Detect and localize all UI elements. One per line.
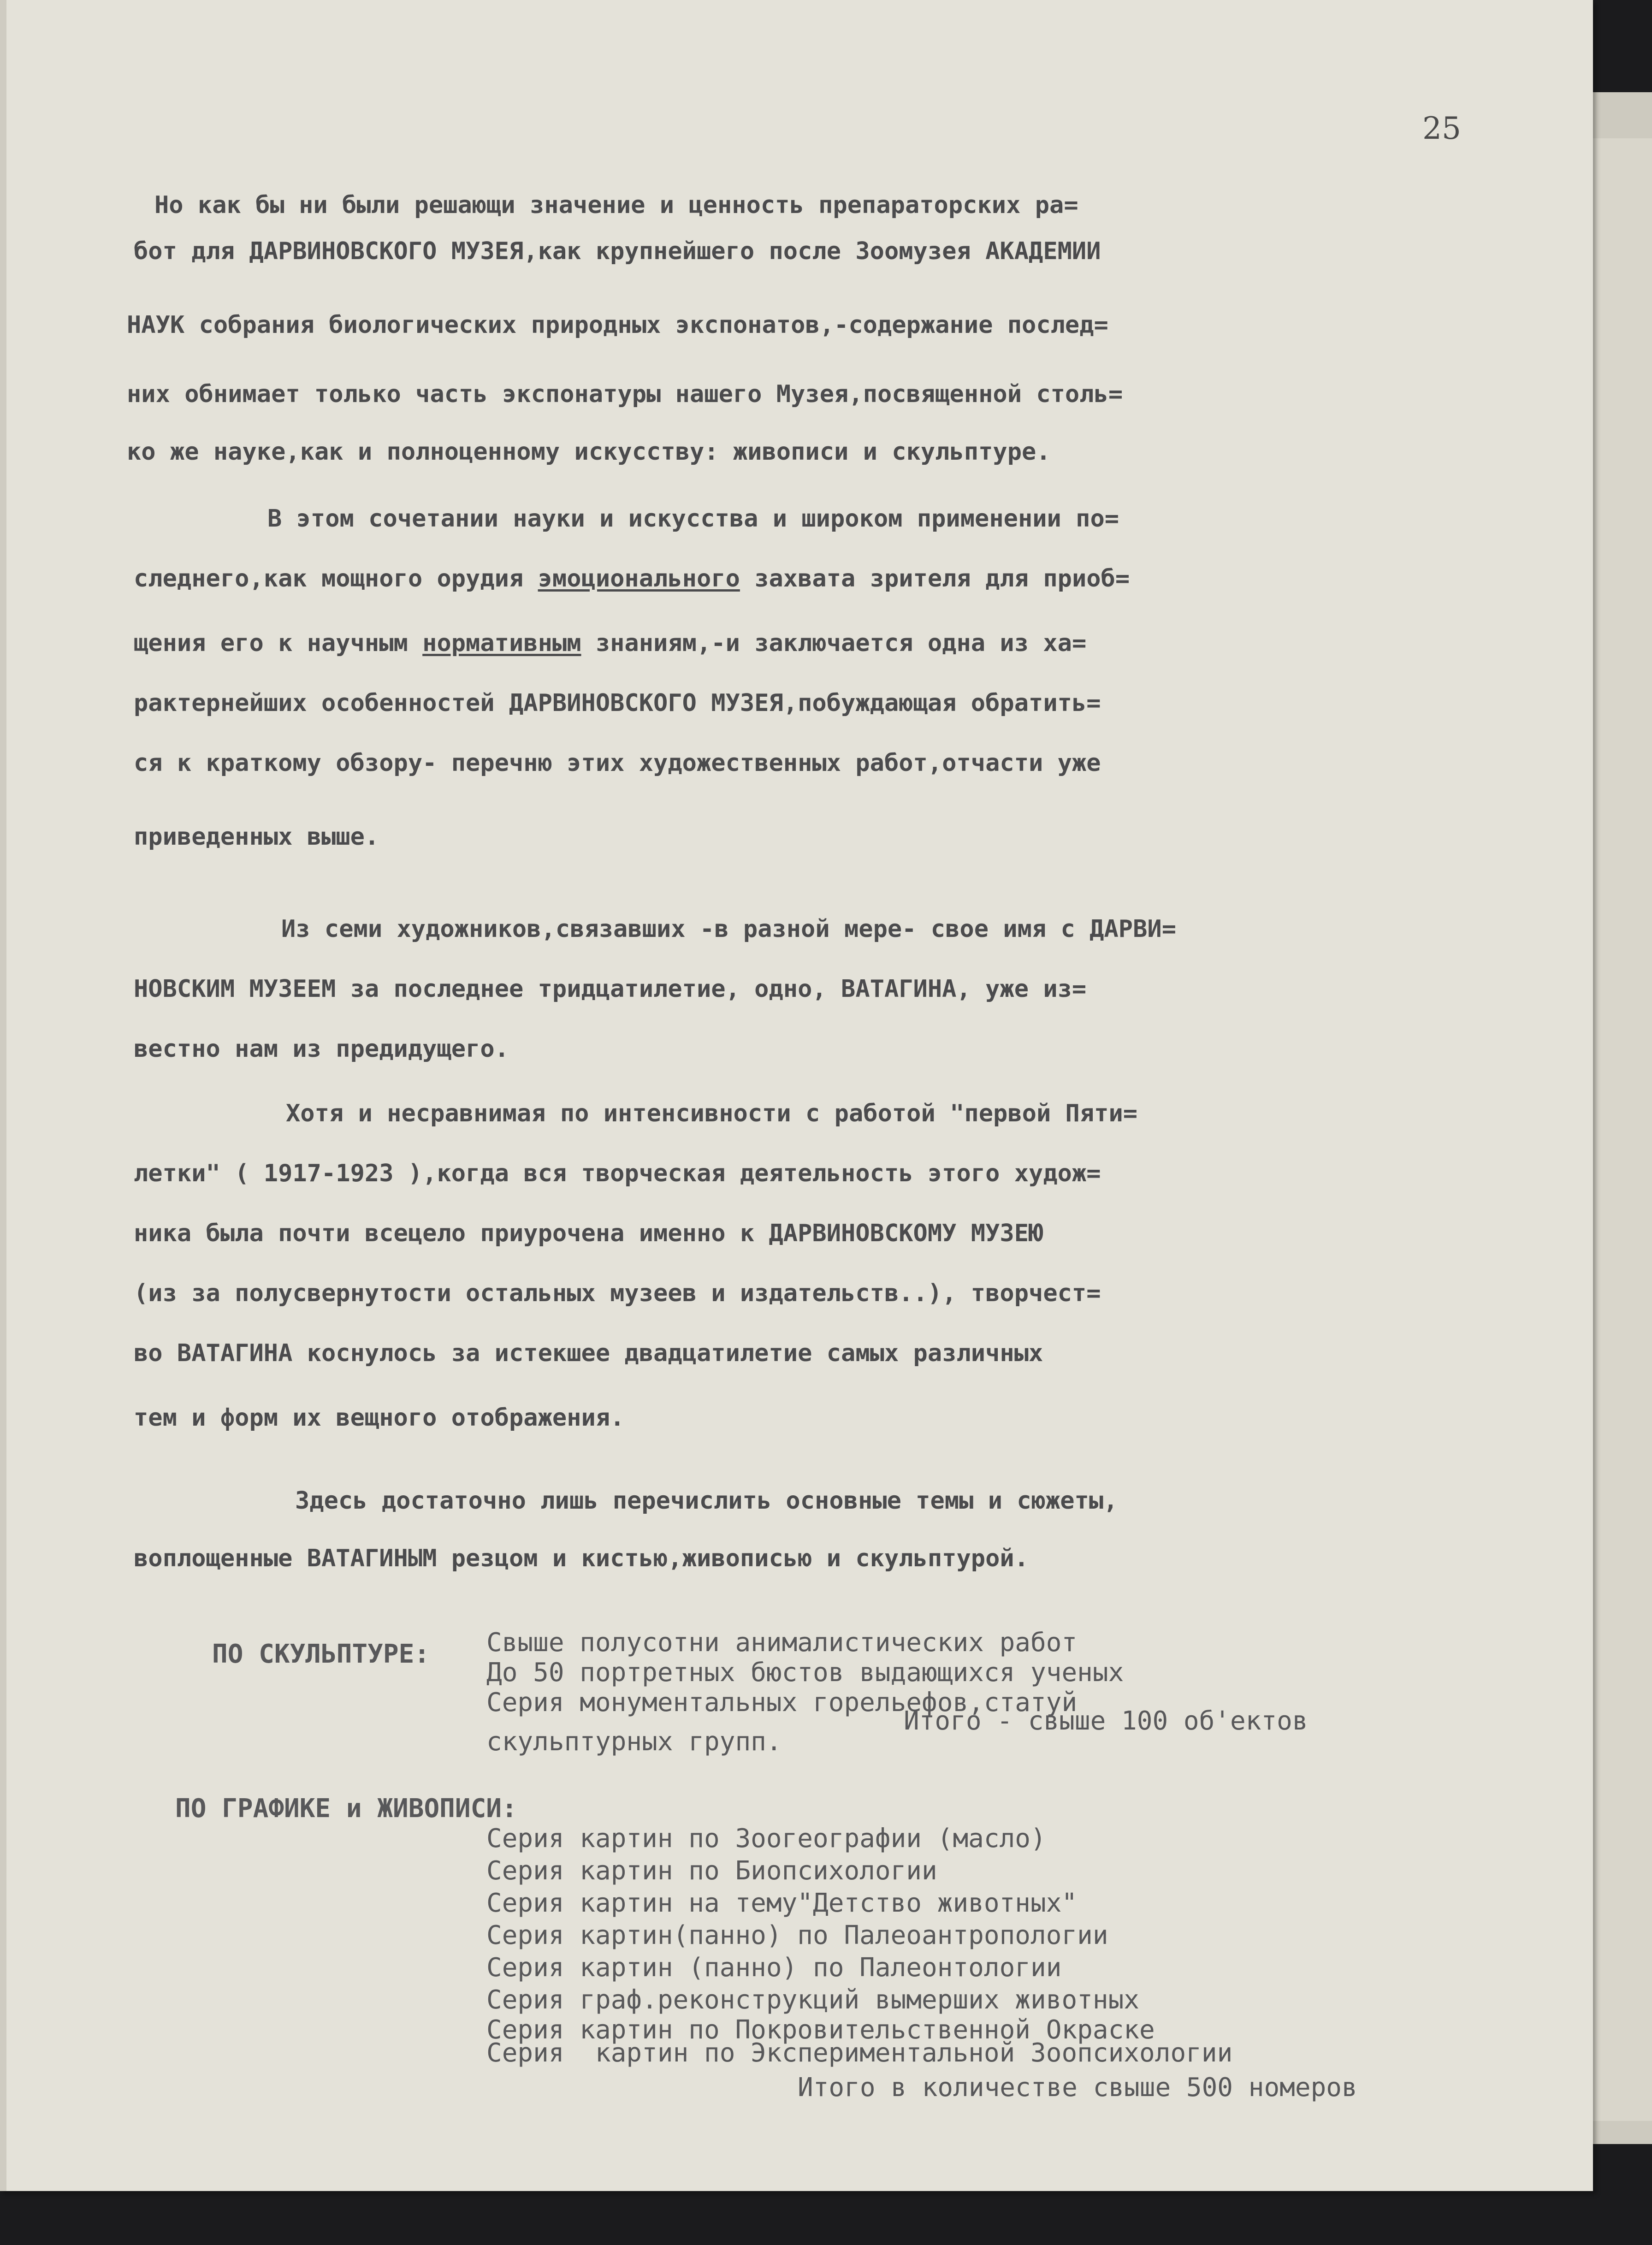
text-line: В этом сочетании науки и искусства и широком применении по= [267, 505, 1119, 533]
page-number: 25 [1422, 111, 1461, 146]
text-line: следнего,как мощного орудия эмоционального захвата зрителя для приоб= [134, 565, 1130, 592]
text-line: вестно нам из предидущего. [134, 1035, 509, 1063]
text-line: ника была почти всецело приурочена именно к ДАРВИНОВСКОМУ МУЗЕЮ [134, 1220, 1043, 1247]
text-line: ся к краткому обзору- перечню этих художественных работ,отчасти уже [134, 749, 1101, 777]
text-line: Здесь достаточно лишь перечислить основные темы и сюжеты, [295, 1487, 1118, 1515]
text-line: (из за полусвернутости остальных музеев и издательств..), творчест= [134, 1279, 1101, 1307]
text-line: НАУК собрания биологических природных экспонатов,-содержание послед= [127, 311, 1108, 339]
list-item: Серия картин по Биопсихологии [486, 1856, 937, 1886]
list-item: Серия картин(панно) по Палеоантропологии [486, 1920, 1108, 1950]
text-line: летки" ( 1917-1923 ),когда вся творческая деятельность этого худож= [134, 1160, 1101, 1187]
text-line: во ВАТАГИНА коснулось за истекшее двадцатилетие самых различных [134, 1339, 1043, 1367]
graphics-total: Итого в количестве свыше 500 номеров [798, 2073, 1357, 2103]
text-line: бот для ДАРВИНОВСКОГО МУЗЕЯ,как крупнейшего после Зоомузея АКАДЕМИИ [134, 237, 1101, 265]
text-line: тем и форм их вещного отображения. [134, 1404, 625, 1432]
text-line: щения его к научным нормативным знаниям,-и заключается одна из ха= [134, 629, 1087, 657]
sculpture-total: Итого - свыше 100 об'ектов [904, 1706, 1308, 1736]
underlined-word: эмоционального [538, 565, 740, 592]
text-line: ко же науке,как и полноценному искусству: живописи и скульптуре. [127, 438, 1051, 466]
list-item: Серия картин (панно) по Палеонтологии [486, 1953, 1062, 1983]
text-line: них обнимает только часть экспонатуры нашего Музея,посвященной столь= [127, 380, 1123, 408]
list-item: Серия картин по Покровительственной Окраске [486, 2015, 1155, 2045]
list-item: Серия граф.реконструкций вымерших животных [486, 1985, 1140, 2015]
text-line: Из семи художников,связавших -в разной мере- свое имя с ДАРВИ= [281, 915, 1177, 943]
list-item: Серия монументальных горельефов,статуй [486, 1688, 1078, 1718]
text-line: Но как бы ни были решающи значение и ценность препараторских ра= [154, 191, 1078, 219]
list-item: скульптурных групп. [486, 1727, 782, 1757]
list-item: Серия картин по Зоогеографии (масло) [486, 1824, 1046, 1854]
underlined-word: нормативным [422, 629, 581, 657]
text-line: воплощенные ВАТАГИНЫМ резцом и кистью,живописью и скульптурой. [134, 1545, 1029, 1572]
list-item: Серия картин по Экспериментальной Зоопсихологии [486, 2038, 1233, 2068]
text-line: приведенных выше. [134, 823, 379, 851]
text-line: рактернейших особенностей ДАРВИНОВСКОГО МУЗЕЯ,побуждающая обратить= [134, 689, 1101, 717]
text-line: Хотя и несравнимая по интенсивности с работой "первой Пяти= [286, 1100, 1138, 1127]
text-line: НОВСКИМ МУЗЕЕМ за последнее тридцатилетие, одно, ВАТАГИНА, уже из= [134, 975, 1087, 1003]
list-item: До 50 портретных бюстов выдающихся ученых [486, 1658, 1124, 1688]
page-left-edge [0, 0, 6, 2191]
graphics-heading: ПО ГРАФИКЕ и ЖИВОПИСИ: [175, 1794, 517, 1824]
sculpture-heading: ПО СКУЛЬПТУРЕ: [212, 1639, 430, 1669]
list-item: Серия картин на тему"Детство животных" [486, 1888, 1078, 1918]
list-item: Свыше полусотни анималистических работ [486, 1628, 1078, 1658]
